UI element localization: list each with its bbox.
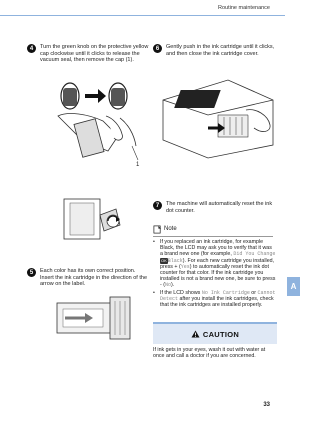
note-title: Note	[164, 226, 177, 232]
caution-title: CAUTION	[202, 329, 240, 339]
step-5-number: 5	[27, 268, 36, 277]
step-6-number: 6	[153, 44, 162, 53]
running-header: Routine maintenance	[218, 5, 270, 11]
close-cover-illustration	[158, 70, 276, 160]
callout-1: 1	[136, 162, 140, 166]
step-7-text: The machine will automatically reset the ink dot counter.	[166, 201, 273, 214]
ink-cartridge-illustration	[58, 195, 128, 245]
step-4-number: 4	[27, 44, 36, 53]
chapter-tab: A	[287, 277, 300, 296]
step-6-text: Gently push in the ink cartridge until it clicks, and then close the ink cartridge cover.	[166, 44, 275, 57]
note-bullet-2: If the LCD shows No Ink Cartridge or Cannot Detect after you install the ink cartridges, check that the ink cartridges are installed properly.	[160, 290, 276, 309]
caution-banner	[153, 322, 277, 344]
note-icon	[153, 225, 162, 234]
step-4-text: Turn the green knob on the protective yellow cap clockwise until it clicks to release the vacuum seal, then remove the cap (1).	[40, 44, 149, 64]
bullet-dot-1: •	[153, 239, 155, 245]
caution-text: If ink gets in your eyes, wash it out with water at once and call a doctor if you are concerned.	[153, 347, 266, 360]
header-rule	[0, 15, 285, 16]
step-7-number: 7	[153, 201, 162, 210]
note-rule	[153, 236, 273, 237]
page-number: 33	[263, 402, 270, 408]
step-5-text: Each color has its own correct position. Insert the ink cartridge in the direction of the arrow on the label.	[40, 268, 148, 288]
insert-cartridge-illustration	[55, 293, 135, 343]
note-bullet-1: If you replaced an ink cartridge, for example Black, the LCD may ask you to verify that it was a brand new one (for example, Did You Change OKBlack). For each new cartridge you installed, press + (Yes) to automatically reset the ink dot counter for that color. If the ink cartridge you installed is not a brand new one, be sure to press - (No).	[160, 239, 276, 289]
remove-cap-illustration	[48, 76, 143, 166]
bullet-dot-2: •	[153, 290, 155, 296]
warning-icon	[191, 330, 200, 338]
